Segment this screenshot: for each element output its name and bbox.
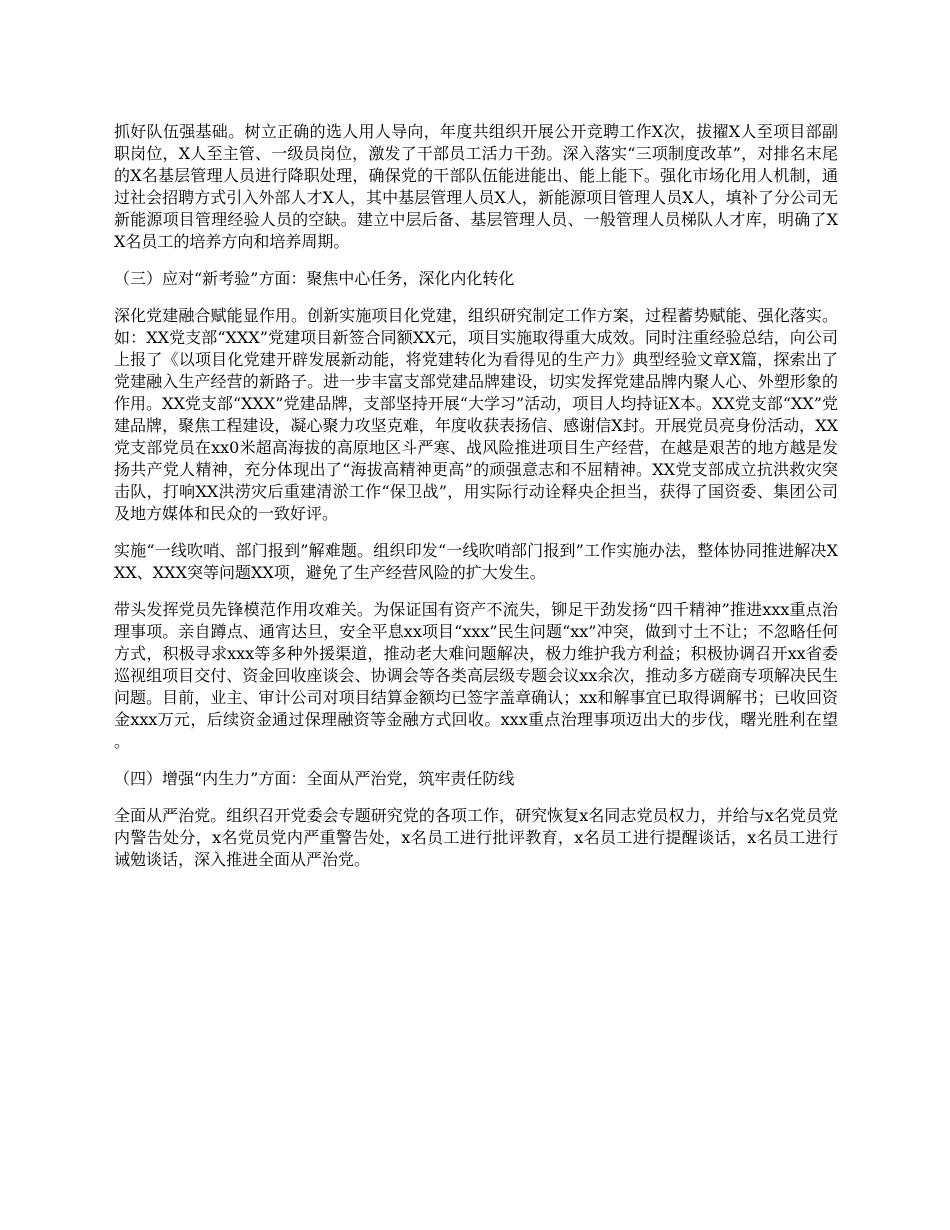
section-heading-3: （三）应对“新考验”方面：聚焦中心任务，深化内化转化 xyxy=(114,269,515,288)
paragraph-whistle: 实施“一线吹哨、部门报到”解难题。组织印发“一线吹哨部门报到”工作实施办法，整体协同推进解决XXX、XXX突等问题XX项，避免了生产经营风险的扩大发生。 xyxy=(114,541,838,582)
paragraph-team-building: 抓好队伍强基础。树立正确的选人用人导向，年度共组织开展公开竞聘工作X次，拔擢X人至项目部副职岗位，X人至主管、一级员岗位，激发了干部员工活力干劲。深入落实“三项制度改革”，对排名末尾的X名基层管理人员进行降职处理，确保党的干部队伍能进能出、能上能下。强化市场化用人机制，通过社会招聘方式引入外部人才X人，其中基层管理人员X人，新能源项目管理人员X人，填补了分公司无新能源项目管理经验人员的空缺。建立中层后备、基层管理人员、一般管理人员梯队人才库，明确了XX名员工的培养方向和培养周期。 xyxy=(114,122,838,251)
section-heading-4: （四）增强“内生力”方面：全面从严治党，筑牢责任防线 xyxy=(114,769,515,788)
document-page xyxy=(114,121,838,886)
paragraph-pioneer: 带头发挥党员先锋模范作用攻难关。为保证国有资产不流失，铆足干劲发扬“四千精神”推进xxx重点治理事项。亲自蹲点、通宵达旦，安全平息xx项目“xxx”民生问题“xx”冲突，做到寸土不让；不忽略任何方式，积极寻求xxx等多种外援渠道，推动老大难问题解决，极力维护我方利益；积极协调召开xx省委巡视组项目交付、资金回收座谈会、协调会等各类高层级专题会议xx余次，推动多方磋商专项解决民生问题。目前，业主、审计公司对项目结算金额均已签字盖章确认；xx和解事宜已取得调解书；已收回资金xxx万元，后续资金通过保理融资等金融方式回收。xxx重点治理事项迈出大的步伐，曙光胜利在望。 xyxy=(114,600,838,751)
paragraph-strict-governance: 全面从严治党。组织召开党委会专题研究党的各项工作，研究恢复x名同志党员权力，并给与x名党员党内警告处分，x名党员党内严重警告处，x名员工进行批评教育，x名员工进行提醒谈话，x名员工进行诫勉谈话，深入推进全面从严治党。 xyxy=(114,806,838,869)
paragraph-party-building: 深化党建融合赋能显作用。创新实施项目化党建，组织研究制定工作方案，过程蓄势赋能、强化落实。如：XX党支部“XXX”党建项目新签合同额XX元，项目实施取得重大成效。同时注重经验总结，向公司上报了《以项目化党建开辟发展新动能，将党建转化为看得见的生产力》典型经验文章X篇，探索出了党建融入生产经营的新路子。进一步丰富支部党建品牌建设，切实发挥党建品牌内聚人心、外塑形象的作用。XX党支部“XXX”党建品牌，支部坚持开展“大学习”活动，项目人均持证X本。XX党支部“XX”党建品牌，聚焦工程建设，凝心聚力攻坚克难，年度收获表扬信、感谢信X封。开展党员亮身份活动，XX党支部党员在xx0米超高海拔的高原地区斗严寒、战风险推进项目生产经营，在越是艰苦的地方越是发扬共产党人精神，充分体现出了“海拔高精神更高”的顽强意志和不屈精神。XX党支部成立抗洪救灾突击队，打响XX洪涝灾后重建清淤工作“保卫战”，用实际行动诠释央企担当，获得了国资委、集团公司及地方媒体和民众的一致好评。 xyxy=(114,306,838,523)
